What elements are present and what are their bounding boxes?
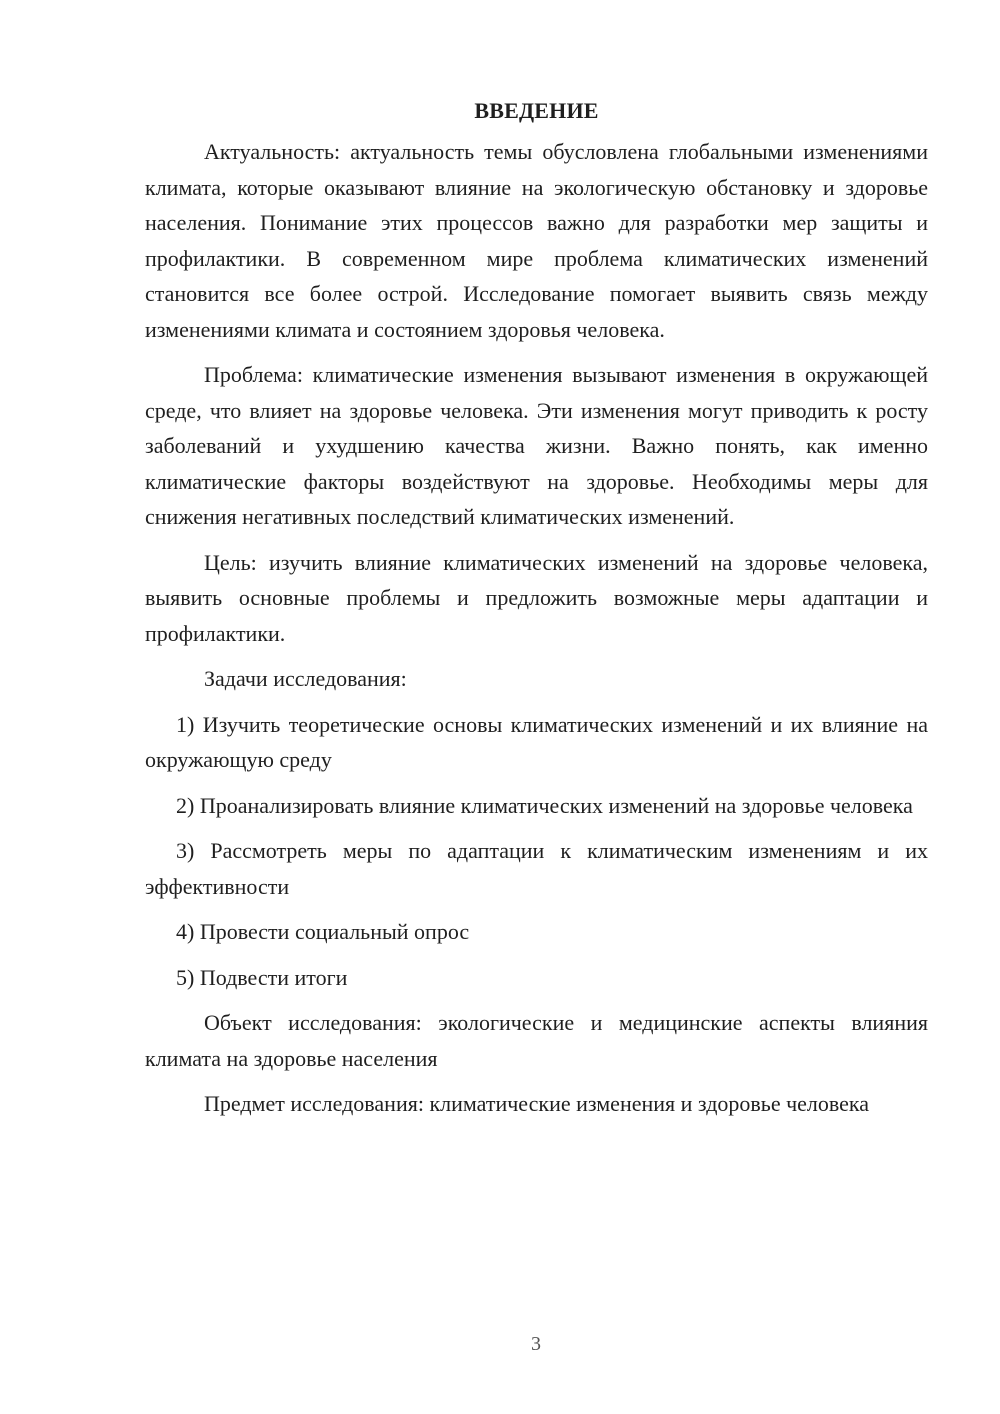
page-number: 3 <box>531 1333 541 1355</box>
goal-paragraph: Цель: изучить влияние климатических изменений на здоровье человека, выявить основные проблемы и предложить возможные меры адаптации и профилактики. <box>145 549 928 646</box>
relevance-paragraph: Актуальность: актуальность темы обусловлена глобальными изменениями климата, которые оказывают влияние на экологическую обстановку и здоровье населения. Понимание этих процессов важно для разработки мер защиты и профилактики. В современном мире проблема климатических изменений становится все более острой. Исследование помогает выявить связь между изменениями климата и состоянием здоровья человека. <box>145 139 928 342</box>
task-item: 3) Рассмотреть меры по адаптации к климатическим изменениям и их эффективности <box>145 838 928 899</box>
page-content <box>145 96 928 1132</box>
task-item: 2) Проанализировать влияние климатических изменений на здоровье человека <box>176 792 913 818</box>
problem-paragraph: Проблема: климатические изменения вызывают изменения в окружающей среде, что влияет на здоровье человека. Эти изменения могут приводить к росту заболеваний и ухудшению качества жизни. Важно понять, как именно климатические факторы воздействуют на здоровье. Необходимы меры для снижения негативных последствий климатических изменений. <box>145 362 928 529</box>
task-item: 1) Изучить теоретические основы климатических изменений и их влияние на окружающую среду <box>145 711 928 772</box>
subject-paragraph: Предмет исследования: климатические изменения и здоровье человека <box>204 1091 870 1116</box>
section-title: ВВЕДЕНИЕ <box>474 98 599 123</box>
task-item: 5) Подвести итоги <box>176 964 348 990</box>
tasks-heading: Задачи исследования: <box>204 666 407 691</box>
object-paragraph: Объект исследования: экологические и медицинские аспекты влияния климата на здоровье населения <box>145 1010 928 1071</box>
task-item: 4) Провести социальный опрос <box>176 919 470 944</box>
tasks-list <box>145 707 928 996</box>
